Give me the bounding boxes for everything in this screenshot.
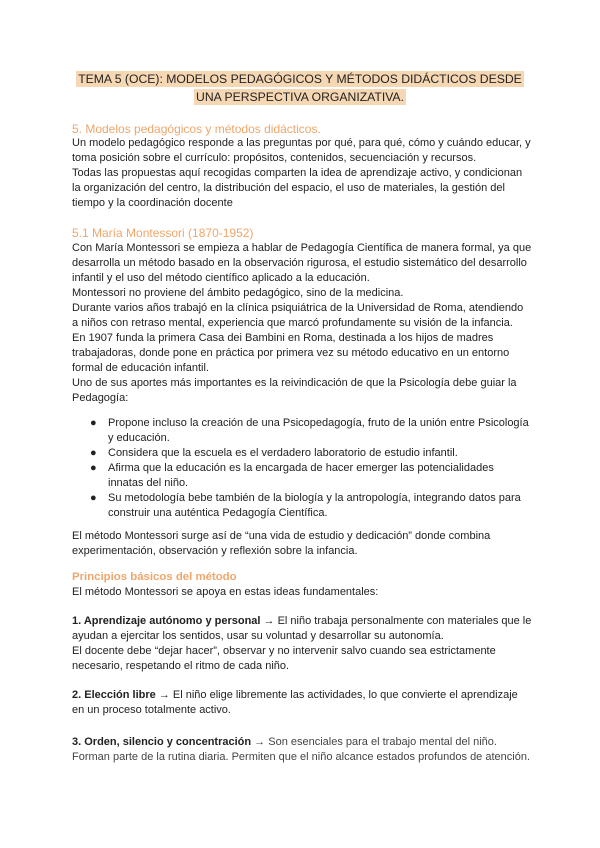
principle-3-text: Son esenciales para el trabajo mental del niño. Forman parte de la rutina diaria. Permiten que el niño alcance estados profundos de atención. (72, 736, 531, 763)
montessori-paragraph-4: En 1907 funda la primera Casa dei Bambini en Roma, destinada a los hijos de madres trabajadoras, donde pone en práctica por primera vez su método educativo en un entorno formal de educación infantil. (72, 332, 510, 374)
principle-1-title: 1. Aprendizaje autónomo y personal (72, 615, 261, 627)
section-5-paragraph-2: Todas las propuestas aquí recogidas comparten la idea de aprendizaje activo, y condicionan la organización del centro, la distribución del espacio, el uso de materiales, la gestión del tiempo y la coordinación docente (72, 167, 523, 209)
section-5-heading: 5. Modelos pedagógicos y métodos didácticos. (72, 122, 321, 136)
montessori-paragraph-1: Con María Montessori se empieza a hablar de Pedagogía Científica de manera formal, ya que desarrolla un método basado en la observación rigurosa, el estudio sistemático del desarrollo infantil y el uso del método científico aplicado a la educación. (72, 242, 532, 284)
arrow-icon: → (251, 736, 269, 748)
montessori-paragraph-5: Uno de sus aportes más importantes es la reivindicación de que la Psicología debe guiar la Pedagogía: (72, 377, 517, 404)
section-5-1-body (72, 241, 532, 406)
list-item: ● Afirma que la educación es la encargada de hacer emerger las potencialidades innatas del niño. (90, 462, 494, 489)
list-item: ● Su metodología bebe también de la biología y la antropología, integrando datos para construir una auténtica Pedagogía Científica. (90, 492, 521, 519)
principle-3-title: 3. Orden, silencio y concentración (72, 736, 252, 748)
principle-2 (72, 688, 532, 718)
title-line-2: UNA PERSPECTIVA ORGANIZATIVA. (196, 90, 404, 104)
montessori-paragraph-3: Durante varios años trabajó en la clínica psiquiátrica de la Universidad de Roma, atendiendo a niños con retraso mental, experiencia que marcó profundamente su visión de la infancia. (72, 302, 524, 329)
principle-2-title: 2. Elección libre (72, 689, 156, 701)
bullet-icon: ● (90, 447, 97, 459)
principle-1 (72, 614, 532, 674)
montessori-paragraph-2: Montessori no proviene del ámbito pedagógico, sino de la medicina. (72, 287, 404, 299)
section-5-body (72, 136, 532, 211)
arrow-icon: → (155, 689, 173, 701)
arrow-icon: → (260, 615, 278, 627)
title-line-1: TEMA 5 (OCE): MODELOS PEDAGÓGICOS Y MÉTODOS DIDÁCTICOS DESDE (78, 72, 522, 86)
principle-2-text: El niño elige libremente las actividades, lo que convierte el aprendizaje en un proceso totalmente activo. (72, 689, 518, 716)
section-5-paragraph-1: Un modelo pedagógico responde a las preguntas por qué, para qué, cómo y cuándo educar, y toma posición sobre el currículo: propósitos, contenidos, secuenciación y recursos. (72, 137, 531, 164)
principios-intro: El método Montessori se apoya en estas ideas fundamentales: (72, 586, 379, 598)
list-item: ● Considera que la escuela es el verdadero laboratorio de estudio infantil. (90, 447, 458, 459)
section-5-1-heading: 5.1 María Montessori (1870-1952) (72, 226, 254, 240)
principios-heading: Principios básicos del método (72, 571, 237, 583)
principle-1-text: El niño trabaja personalmente con materiales que le ayudan a ejercitar los sentidos, usar su voluntad y desarrollar su autonomía. (72, 615, 532, 642)
principle-1-extra: El docente debe “dejar hacer”, observar y no intervenir salvo cuando sea estrictamente necesario, respetando el ritmo de cada niño. (72, 645, 496, 672)
document-title (60, 70, 540, 106)
bullet-icon: ● (90, 492, 97, 504)
montessori-closing-paragraph: El método Montessori surge así de “una vida de estudio y dedicación” donde combina experimentación, observación y reflexión sobre la infancia. (72, 530, 491, 557)
principle-3 (72, 735, 532, 765)
bullet-icon: ● (90, 417, 97, 429)
bullet-icon: ● (90, 462, 97, 474)
montessori-bullet-list (72, 416, 532, 521)
list-item: ● Propone incluso la creación de una Psicopedagogía, fruto de la unión entre Psicología y educación. (90, 417, 529, 444)
